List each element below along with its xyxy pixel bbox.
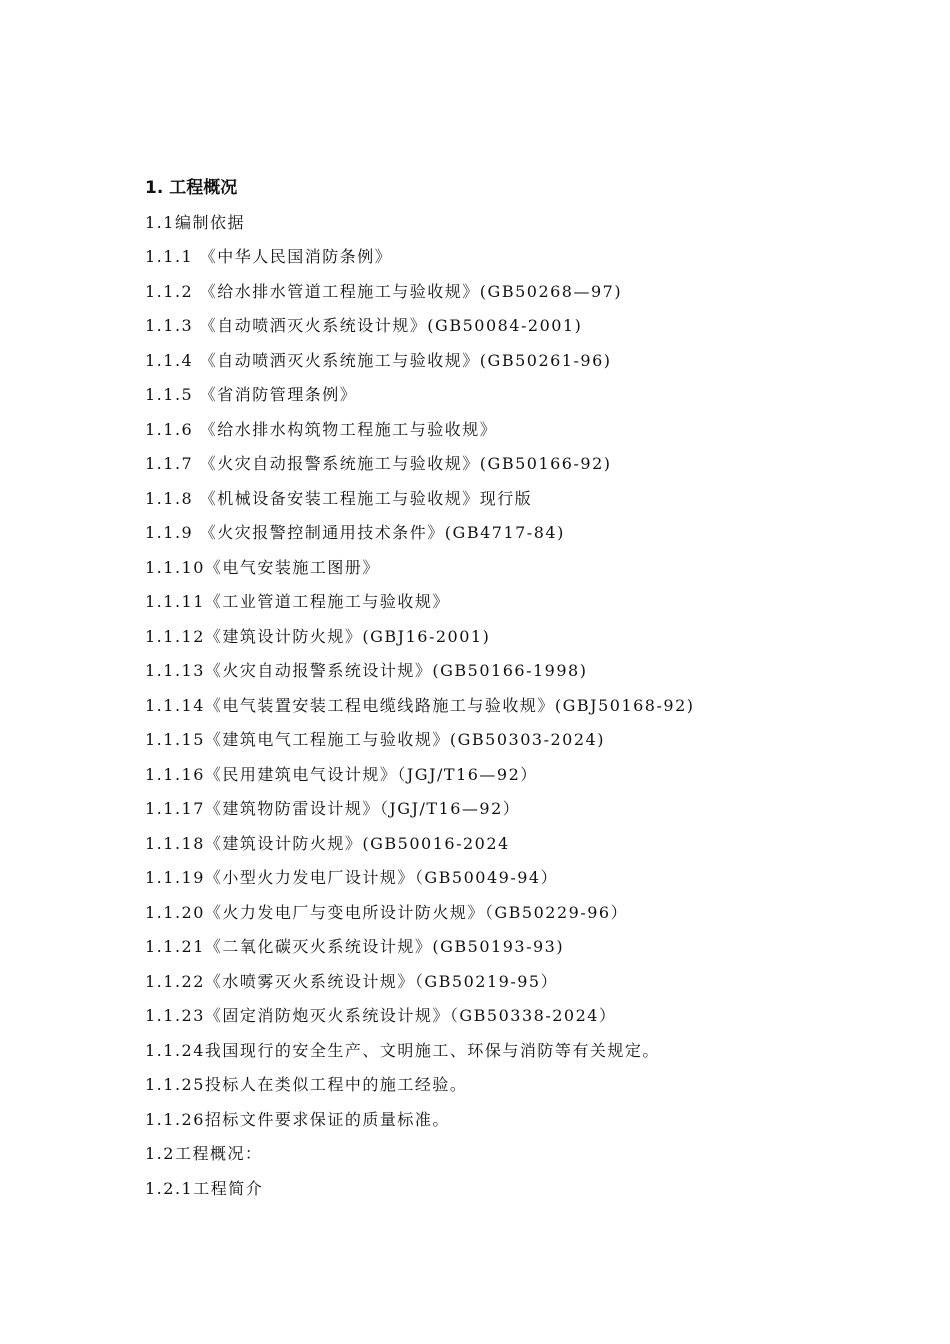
reference-item: 1.1.25投标人在类似工程中的施工经验。 bbox=[145, 1075, 468, 1094]
reference-item: 1.1.20《火力发电厂与变电所设计防火规》（GB50229-96） bbox=[145, 902, 629, 922]
reference-item: 1.1.17《建筑物防雷设计规》（JGJ/T16—92） bbox=[145, 799, 521, 818]
reference-item: 1.1.8 《机械设备安装工程施工与验收规》现行版 bbox=[145, 488, 533, 508]
reference-item: 1.1.9 《火灾报警控制通用技术条件》(GB4717-84) bbox=[145, 523, 565, 542]
reference-item: 1.1.24我国现行的安全生产、文明施工、环保与消防等有关规定。 bbox=[145, 1040, 660, 1060]
reference-item: 1.1.26招标文件要求保证的质量标准。 bbox=[145, 1109, 450, 1129]
reference-item: 1.1.5 《省消防管理条例》 bbox=[145, 385, 358, 404]
reference-item: 1.1.7 《火灾自动报警系统施工与验收规》(GB50166-92) bbox=[145, 454, 612, 473]
reference-item: 1.1.11《工业管道工程施工与验收规》 bbox=[145, 592, 450, 611]
reference-item: 1.1.3 《自动喷洒灭火系统设计规》(GB50084-2001) bbox=[145, 316, 583, 335]
reference-item: 1.1.1 《中华人民国消防条例》 bbox=[145, 247, 393, 266]
subsection-title: 1.2工程概况： bbox=[145, 1144, 263, 1163]
reference-item: 1.1.13《火灾自动报警系统设计规》(GB50166-1998) bbox=[145, 661, 588, 680]
section-heading: 1. 工程概况 bbox=[145, 178, 238, 198]
reference-item: 1.1.4 《自动喷洒灭火系统施工与验收规》(GB50261-96) bbox=[145, 350, 612, 370]
reference-item: 1.1.10《电气安装施工图册》 bbox=[145, 557, 380, 577]
document-body bbox=[145, 171, 905, 1206]
reference-item: 1.1.16《民用建筑电气设计规》（JGJ/T16—92） bbox=[145, 764, 538, 784]
reference-item: 1.1.12《建筑设计防火规》(GBJ16-2001) bbox=[145, 626, 491, 646]
reference-item: 1.1.21《二氧化碳灭火系统设计规》(GB50193-93) bbox=[145, 937, 565, 956]
reference-item: 1.1.18《建筑设计防火规》(GB50016-2024 bbox=[145, 833, 510, 853]
reference-item: 1.1.22《水喷雾灭火系统设计规》（GB50219-95） bbox=[145, 971, 559, 991]
reference-item: 1.1.15《建筑电气工程施工与验收规》(GB50303-2024) bbox=[145, 730, 605, 749]
subsection-title: 1.1编制依据 bbox=[145, 212, 245, 232]
reference-item: 1.1.2 《给水排水管道工程施工与验收规》(GB50268—97) bbox=[145, 281, 623, 301]
reference-item: 1.1.14《电气装置安装工程电缆线路施工与验收规》(GBJ50168-92) bbox=[145, 695, 695, 715]
reference-item: 1.1.6 《给水排水构筑物工程施工与验收规》 bbox=[145, 419, 498, 439]
subsection-title: 1.2.1工程简介 bbox=[145, 1178, 264, 1198]
reference-item: 1.1.23《固定消防炮灭火系统设计规》（GB50338-2024） bbox=[145, 1006, 617, 1025]
reference-item: 1.1.19《小型火力发电厂设计规》（GB50049-94） bbox=[145, 868, 559, 887]
